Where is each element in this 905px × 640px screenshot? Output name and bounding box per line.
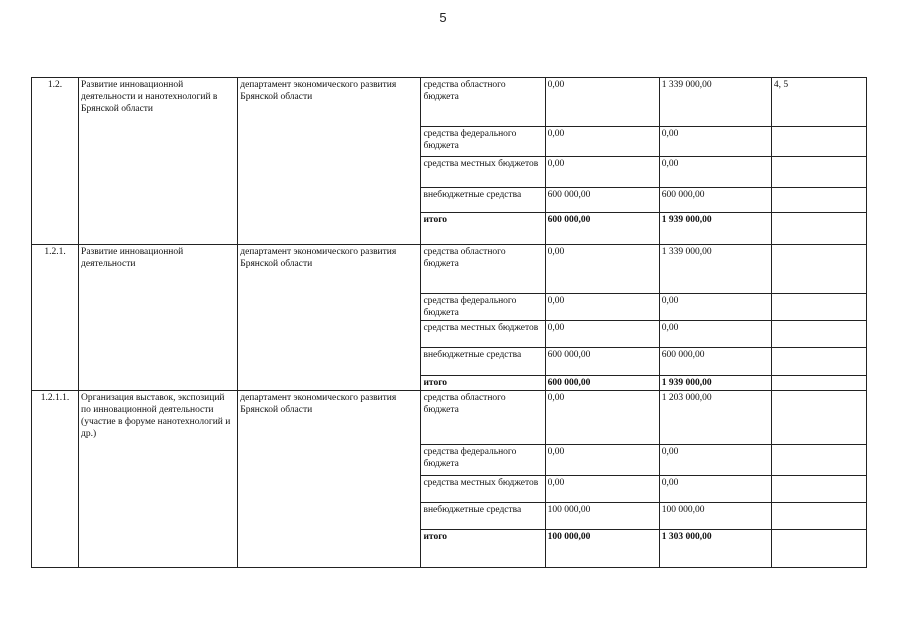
notes: [771, 245, 866, 294]
item-number: 1.2.1.: [32, 245, 79, 391]
amount-2: 600 000,00: [659, 188, 771, 213]
item-number: 1.2.1.1.: [32, 391, 79, 568]
funding-source: средства федерального бюджета: [421, 445, 545, 476]
amount-2: 1 203 000,00: [659, 391, 771, 445]
table-row: [32, 245, 867, 294]
amount-2: 1 339 000,00: [659, 78, 771, 127]
amount-2: 0,00: [659, 476, 771, 503]
item-name: Организация выставок, экспозиций по инновационной деятельности (участие в форуме нанотехнологий и др.): [79, 391, 238, 568]
amount-1: 0,00: [545, 445, 659, 476]
amount-1: 0,00: [545, 157, 659, 188]
amount-1: 0,00: [545, 245, 659, 294]
notes-empty: [771, 157, 866, 188]
total-amount-2: 1 939 000,00: [659, 213, 771, 245]
item-executor: департамент экономического развития Брянской области: [238, 245, 421, 391]
notes: 4, 5: [771, 78, 866, 127]
funding-source: средства федерального бюджета: [421, 294, 545, 321]
funding-source: средства федерального бюджета: [421, 127, 545, 157]
notes-empty: [771, 530, 866, 568]
total-amount-2: 1 303 000,00: [659, 530, 771, 568]
notes-empty: [771, 294, 866, 321]
notes-empty: [771, 376, 866, 391]
item-number: 1.2.: [32, 78, 79, 245]
funding-source: внебюджетные средства: [421, 348, 545, 376]
amount-1: 0,00: [545, 127, 659, 157]
funding-source: средства областного бюджета: [421, 391, 545, 445]
item-name: Развитие инновационной деятельности и нанотехнологий в Брянской области: [79, 78, 238, 245]
funding-source: средства местных бюджетов: [421, 321, 545, 348]
table-row: [32, 78, 867, 127]
notes-empty: [771, 213, 866, 245]
notes-empty: [771, 503, 866, 530]
amount-1: 0,00: [545, 476, 659, 503]
amount-2: 1 339 000,00: [659, 245, 771, 294]
funding-source: внебюджетные средства: [421, 188, 545, 213]
page-number: 5: [439, 10, 447, 25]
total-label: итого: [421, 213, 545, 245]
notes-empty: [771, 321, 866, 348]
funding-source: средства местных бюджетов: [421, 157, 545, 188]
amount-1: 0,00: [545, 321, 659, 348]
notes-empty: [771, 188, 866, 213]
amount-2: 0,00: [659, 445, 771, 476]
amount-1: 600 000,00: [545, 188, 659, 213]
total-amount-1: 600 000,00: [545, 213, 659, 245]
funding-source: средства областного бюджета: [421, 78, 545, 127]
total-amount-1: 100 000,00: [545, 530, 659, 568]
notes-empty: [771, 445, 866, 476]
funding-source: средства местных бюджетов: [421, 476, 545, 503]
amount-2: 100 000,00: [659, 503, 771, 530]
amount-2: 600 000,00: [659, 348, 771, 376]
total-label: итого: [421, 530, 545, 568]
total-amount-2: 1 939 000,00: [659, 376, 771, 391]
notes-empty: [771, 348, 866, 376]
item-executor: департамент экономического развития Брянской области: [238, 78, 421, 245]
funding-source: внебюджетные средства: [421, 503, 545, 530]
budget-table: [31, 77, 867, 568]
amount-2: 0,00: [659, 157, 771, 188]
total-amount-1: 600 000,00: [545, 376, 659, 391]
amount-1: 0,00: [545, 391, 659, 445]
notes-empty: [771, 127, 866, 157]
amount-2: 0,00: [659, 321, 771, 348]
amount-1: 100 000,00: [545, 503, 659, 530]
item-name: Развитие инновационной деятельности: [79, 245, 238, 391]
amount-1: 0,00: [545, 294, 659, 321]
total-label: итого: [421, 376, 545, 391]
notes-empty: [771, 476, 866, 503]
amount-2: 0,00: [659, 294, 771, 321]
amount-1: 600 000,00: [545, 348, 659, 376]
notes: [771, 391, 866, 445]
table-row: [32, 391, 867, 445]
item-executor: департамент экономического развития Брянской области: [238, 391, 421, 568]
funding-source: средства областного бюджета: [421, 245, 545, 294]
amount-1: 0,00: [545, 78, 659, 127]
amount-2: 0,00: [659, 127, 771, 157]
